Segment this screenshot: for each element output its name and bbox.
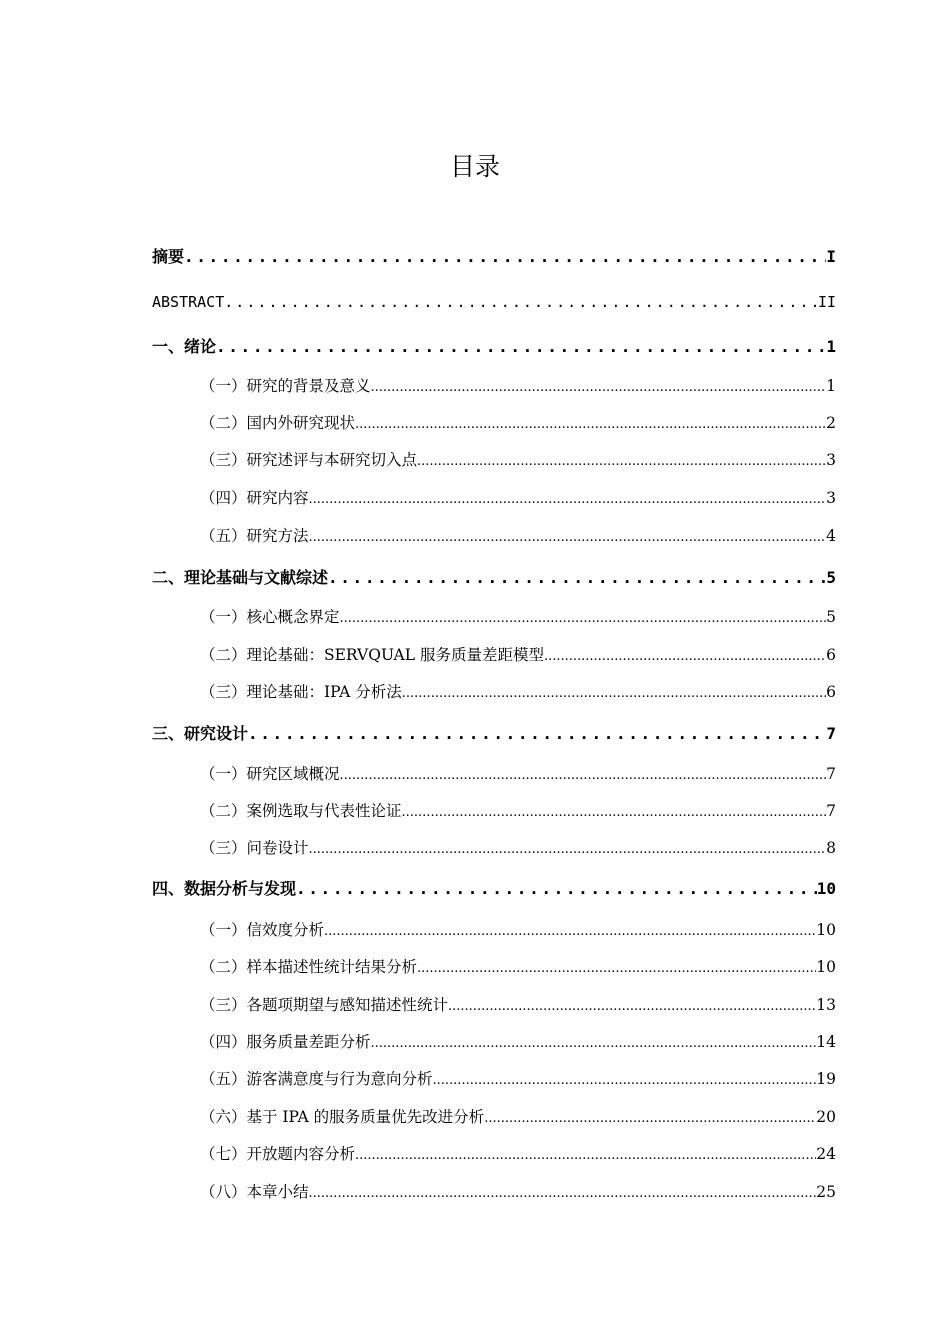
toc-entry-page: 3 [826,489,836,507]
dot-leader [224,290,818,314]
page-title: 目录 [449,152,500,181]
toc-entry-section[interactable] [200,1105,836,1129]
toc-entry-page: II [817,293,836,311]
dot-leader [324,918,816,942]
dot-leader [309,524,827,548]
toc-entry-section[interactable] [200,799,836,823]
toc-entry-page: 19 [816,1070,836,1088]
toc-entry-page: 1 [826,337,836,356]
dot-leader [371,1030,817,1054]
toc-entry-section[interactable] [200,836,836,860]
dot-leader [248,722,826,746]
dot-leader [184,245,826,269]
dot-leader [328,566,826,590]
toc-entry-label: （一）核心概念界定 [200,608,340,626]
toc-entry-label: 一、绪论 [152,337,217,356]
dot-leader [309,486,827,510]
toc-entry-label: （二）理论基础：SERVQUAL 服务质量差距模型 [200,646,544,664]
toc-entry-section[interactable] [200,524,836,548]
dot-leader [216,335,826,359]
toc-entry-label: （三）问卷设计 [200,839,309,857]
toc-entry-page: 25 [816,1183,836,1201]
toc-entry-label: ABSTRACT [152,293,225,311]
dot-leader [433,1067,817,1091]
dot-leader [371,374,827,398]
toc-entry-label: （一）信效度分析 [200,921,325,939]
toc-entry-label: （三）理论基础：IPA 分析法 [200,683,402,701]
toc-entry-label: （五）研究方法 [200,527,309,545]
toc-entry-label: （三）各题项期望与感知描述性统计 [200,996,449,1014]
dot-leader [544,643,826,667]
toc-entry-chapter-3[interactable] [152,722,836,746]
toc-entry-section[interactable] [200,680,836,704]
toc-entry-label: 四、数据分析与发现 [152,879,297,898]
toc-entry-label: （一）研究区域概况 [200,765,340,783]
toc-entry-label: 三、研究设计 [152,724,249,743]
dot-leader [402,680,826,704]
toc-entry-section[interactable] [200,993,836,1017]
dot-leader [417,448,826,472]
toc-entry-section[interactable] [200,1142,836,1166]
toc-entry-label: （二）国内外研究现状 [200,414,356,432]
toc-entry-page: 24 [816,1145,836,1163]
toc-entry-label: （四）服务质量差距分析 [200,1033,371,1051]
dot-leader [296,877,817,901]
dot-leader [309,836,827,860]
dot-leader [355,1142,816,1166]
dot-leader [484,1105,816,1129]
dot-leader [340,605,827,629]
toc-entry-page: 6 [826,646,836,664]
toc-entry-page: 4 [826,527,836,545]
toc-entry-section[interactable] [200,411,836,435]
toc-entry-page: 8 [826,839,836,857]
toc-entry-section[interactable] [200,486,836,510]
toc-entry-label: （二）样本描述性统计结果分析 [200,958,418,976]
toc-entry-label: （二）案例选取与代表性论证 [200,802,402,820]
dot-leader [448,993,816,1017]
toc-entry-label: （六）基于 IPA 的服务质量优先改进分析 [200,1108,485,1126]
toc-entry-label: （一）研究的背景及意义 [200,377,371,395]
toc-entry-section[interactable] [200,1030,836,1054]
toc-entry-label: （七）开放题内容分析 [200,1145,356,1163]
toc-entry-label: （五）游客满意度与行为意向分析 [200,1070,433,1088]
toc-entry-page: 2 [826,414,836,432]
toc-entry-label: （三）研究述评与本研究切入点 [200,451,418,469]
toc-entry-abstract-en[interactable] [152,290,836,314]
toc-entry-page: 14 [816,1033,836,1051]
toc-entry-label: （八）本章小结 [200,1183,309,1201]
toc-entry-page: 3 [826,451,836,469]
toc-entry-page: 5 [826,568,836,587]
toc-entry-page: 6 [826,683,836,701]
toc-entry-page: 5 [826,608,836,626]
toc-entry-page: 10 [816,921,836,939]
toc-entry-page: 10 [816,879,836,898]
toc-entry-page: 7 [826,802,836,820]
toc-entry-page: 7 [826,724,836,743]
toc-entry-page: I [826,247,836,266]
toc-entry-label: 二、理论基础与文献综述 [152,568,329,587]
dot-leader [340,762,827,786]
toc-entry-label: （四）研究内容 [200,489,309,507]
toc-entry-label: 摘要 [152,247,185,266]
toc-entry-page: 7 [826,765,836,783]
toc-entry-page: 13 [816,996,836,1014]
toc-entry-section[interactable] [200,374,836,398]
toc-entry-page: 10 [816,958,836,976]
toc-entry-section[interactable] [200,605,836,629]
toc-entry-chapter-4[interactable] [152,877,836,901]
dot-leader [355,411,826,435]
dot-leader [417,955,816,979]
toc-entry-chapter-1[interactable] [152,335,836,359]
toc-entry-section[interactable] [200,918,836,942]
toc-entry-page: 20 [816,1108,836,1126]
dot-leader [309,1180,817,1204]
toc-entry-section[interactable] [200,1067,836,1091]
toc-entry-section[interactable] [200,643,836,667]
toc-entry-section[interactable] [200,762,836,786]
toc-entry-page: 1 [826,377,836,395]
toc-entry-section[interactable] [200,448,836,472]
toc-entry-chapter-2[interactable] [152,566,836,590]
toc-entry-abstract-cn[interactable] [152,245,836,269]
dot-leader [402,799,827,823]
toc-entry-section[interactable] [200,955,836,979]
toc-entry-section[interactable] [200,1180,836,1204]
